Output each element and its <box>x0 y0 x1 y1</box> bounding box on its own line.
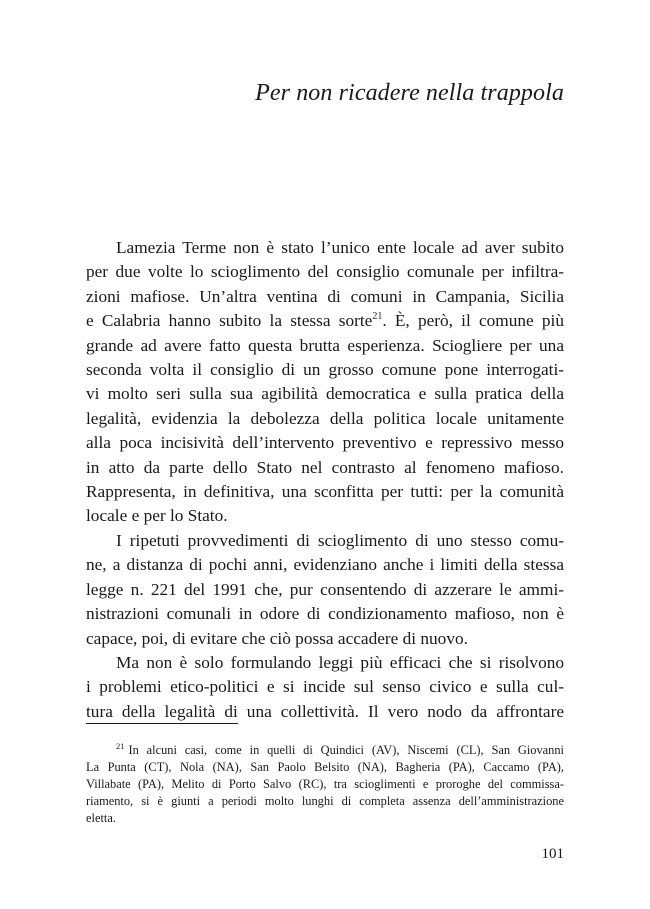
footnote-line: riamento, si è giunti a periodi molto lunghi di completa assenza dell’amministrazione <box>86 794 564 808</box>
text-line: alla poca incisività dell’intervento preventivo e repressivo messo <box>86 433 564 453</box>
footnote <box>86 742 564 827</box>
text-line: nistrazioni comunali in odore di condizionamento mafioso, non è <box>86 604 564 624</box>
text-fragment: . È, però, il comune più <box>382 311 564 331</box>
text-fragment: In alcuni casi, come in quelli di Quindici (AV), Niscemi (CL), San Giovanni <box>128 743 564 757</box>
text-line: locale e per lo Stato. <box>86 506 228 526</box>
footnote-line <box>86 742 564 759</box>
footnote-reference[interactable]: 21 <box>372 311 383 323</box>
text-line: capace, poi, di evitare che ciò possa accadere di nuovo. <box>86 628 468 648</box>
text-line: tura della legalità di una collettività. Il vero nodo da affrontare <box>86 701 564 721</box>
text-line: seconda volta il consiglio di un grosso comune pone interrogati- <box>86 360 564 380</box>
footnote-line: eletta. <box>86 811 116 825</box>
footnote-divider <box>86 723 238 724</box>
text-line: per due volte lo scioglimento del consiglio comunale per infiltra- <box>86 262 564 282</box>
text-line: ne, a distanza di pochi anni, evidenziano anche i limiti della stessa <box>86 555 564 575</box>
text-line: I ripetuti provvedimenti di scioglimento di uno stesso comu- <box>116 530 564 550</box>
text-line: legalità, evidenzia la debolezza della politica locale unitamente <box>86 408 564 428</box>
page-number: 101 <box>541 846 564 862</box>
footnote-line: Villabate (PA), Melito di Porto Salvo (RC), tra scioglimenti e proroghe del commissa- <box>86 777 564 791</box>
text-line: zioni mafiose. Un’altra ventina di comuni in Campania, Sicilia <box>86 286 564 306</box>
text-line: in atto da parte dello Stato nel contrasto al fenomeno mafioso. <box>86 457 564 477</box>
text-line: Ma non è solo formulando leggi più efficaci che si risolvono <box>116 652 564 672</box>
text-line: Rappresenta, in definitiva, una sconfitta per tutti: per la comunità <box>86 482 564 502</box>
text-line: vi molto seri sulla sua agibilità democratica e sulla pratica della <box>86 384 564 404</box>
chapter-title: Per non ricadere nella trappola <box>255 80 564 106</box>
text-line: grande ad avere fatto questa brutta esperienza. Sciogliere per una <box>86 335 564 355</box>
footnote-line: La Punta (CT), Nola (NA), San Paolo Belsito (NA), Bagheria (PA), Caccamo (PA), <box>86 760 564 774</box>
text-line-with-footnote <box>86 309 564 333</box>
text-line: Lamezia Terme non è stato l’unico ente locale ad aver subito <box>116 238 564 257</box>
text-line: i problemi etico-politici e si incide sul senso civico e sulla cul- <box>86 677 564 697</box>
text-line: legge n. 221 del 1991 che, pur consentendo di azzerare le ammi- <box>86 579 564 599</box>
text-fragment: e Calabria hanno subito la stessa sorte <box>86 311 373 331</box>
body-text <box>86 236 564 724</box>
footnote-number: 21 <box>116 740 125 751</box>
